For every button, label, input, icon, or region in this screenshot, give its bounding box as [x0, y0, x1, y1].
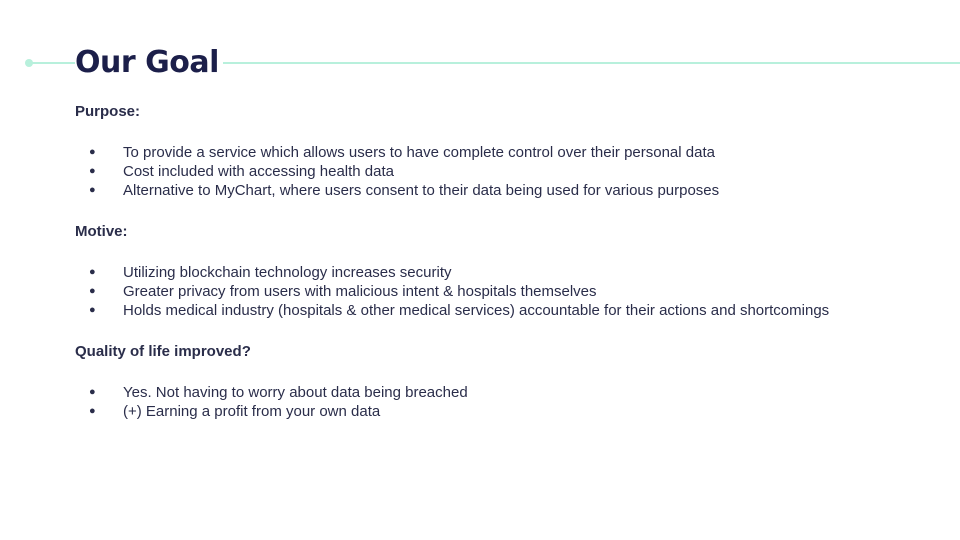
title-accent-dot: [25, 59, 33, 67]
bullet-text: Yes. Not having to worry about data being breached: [123, 384, 468, 401]
bullet-text: (+) Earning a profit from your own data: [123, 403, 381, 420]
bullet-dot-icon: ●: [89, 405, 96, 417]
section-heading-quality-of-life: Quality of life improved?: [75, 343, 251, 360]
bullet-text: Alternative to MyChart, where users consent to their data being used for various purposes: [123, 182, 720, 199]
bullet-list-purpose: [75, 143, 855, 200]
bullet-dot-icon: ●: [89, 146, 96, 158]
section-heading-purpose: Purpose:: [75, 103, 141, 120]
bullet-dot-icon: ●: [89, 184, 96, 196]
bullet-text: Cost included with accessing health data: [123, 163, 394, 180]
bullet-item: [75, 263, 855, 282]
slide-title: Our Goal: [75, 44, 223, 82]
bullet-list-motive: [75, 263, 855, 320]
slide-content: [75, 102, 855, 443]
bullet-item: [75, 143, 855, 162]
bullet-text: To provide a service which allows users to have complete control over their personal data: [123, 144, 715, 161]
bullet-item: [75, 383, 855, 402]
bullet-text: Utilizing blockchain technology increases security: [123, 264, 452, 281]
bullet-dot-icon: ●: [89, 165, 96, 177]
bullet-item: [75, 162, 855, 181]
bullet-dot-icon: ●: [89, 386, 96, 398]
bullet-dot-icon: ●: [89, 304, 96, 316]
bullet-item: [75, 402, 855, 421]
bullet-text: Holds medical industry (hospitals & other medical services) accountable for their actions and shortcomings: [123, 302, 830, 319]
bullet-item: [75, 181, 855, 200]
bullet-text: Greater privacy from users with malicious intent & hospitals themselves: [123, 283, 597, 300]
bullet-list-quality-of-life: [75, 383, 855, 421]
bullet-dot-icon: ●: [89, 285, 96, 297]
section-heading-motive: Motive:: [75, 223, 128, 240]
bullet-item: [75, 282, 855, 301]
bullet-item: [75, 301, 855, 320]
bullet-dot-icon: ●: [89, 266, 96, 278]
